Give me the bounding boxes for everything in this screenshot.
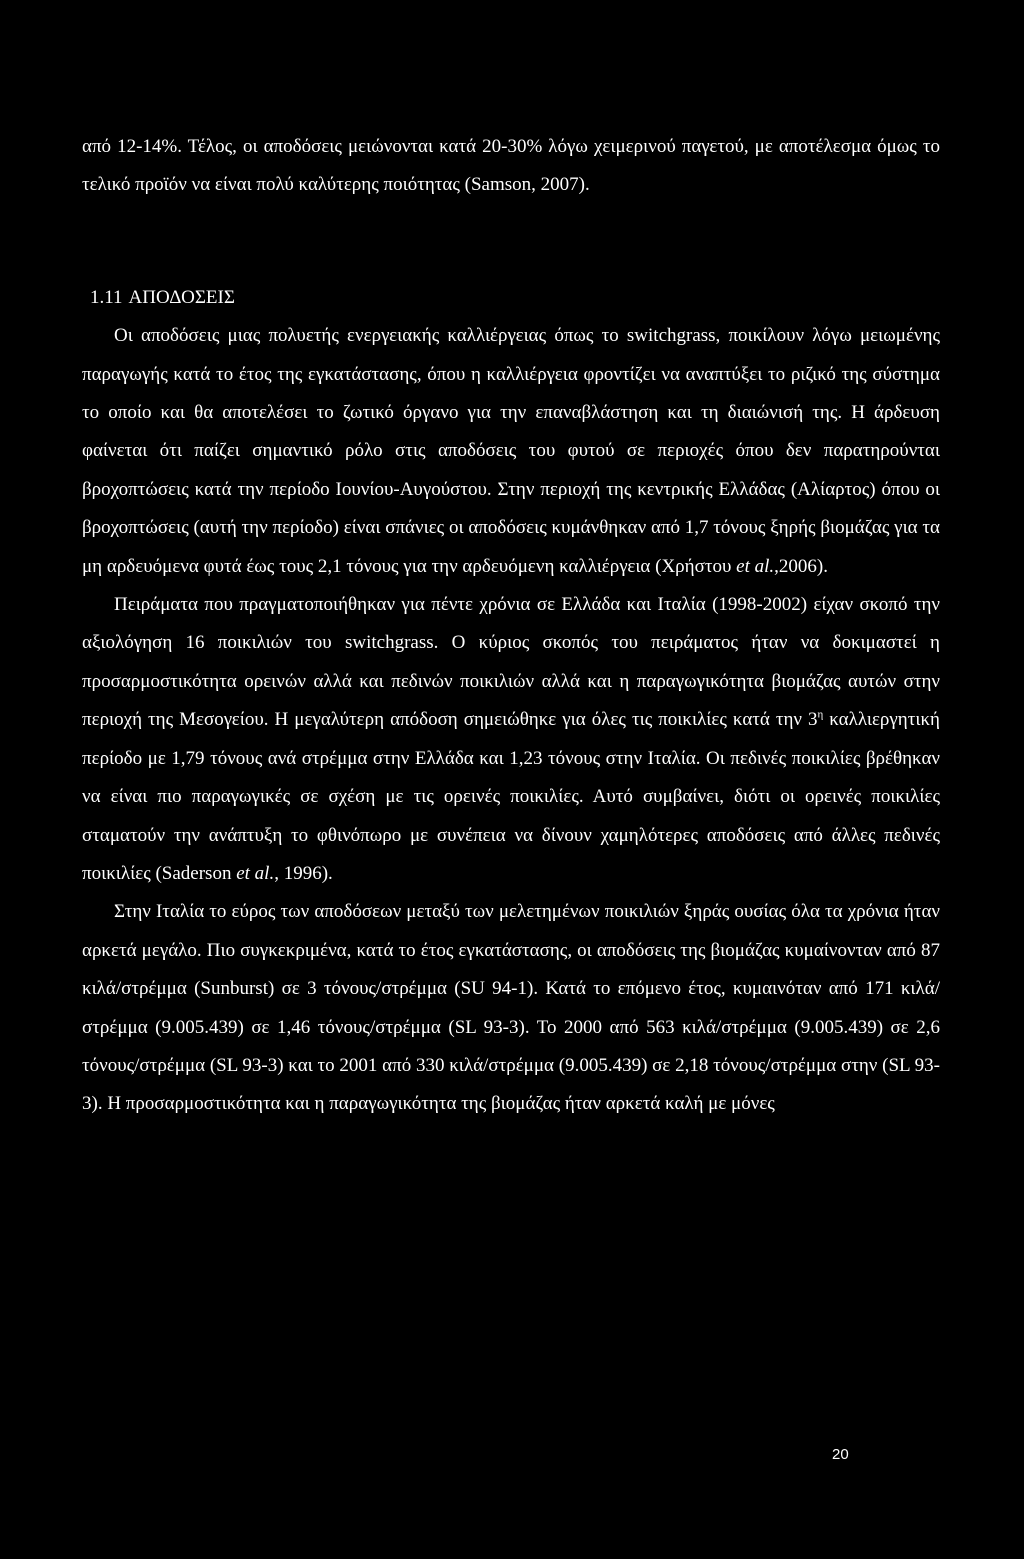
citation-etal: et al. [736, 555, 775, 577]
paragraph-text: Οι αποδόσεις μιας πολυετής ενεργειακής καλλιέργειας όπως το switchgrass, ποικίλουν λόγω μειωμένης παραγωγής κατά το έτος της εγκατάστασης, όπου η καλλιέργεια φροντίζει να αναπτύξει το ριζικό της σύστημα το οποίο και θα αποτελέσει το ζωτικό όργανο για την επαναβλάστηση και τη διαιώνισή της. Η άρδευση φαίνεται ότι παίζει σημαντικό ρόλο στις αποδόσεις του φυτού σε περιοχές όπου δεν παρατηρούνται βροχοπτώσεις κατά την περίοδο Ιουνίου-Αυγούστου. Στην περιοχή της κεντρικής Ελλάδας (Αλίαρτος) όπου οι βροχοπτώσεις (αυτή την περίοδο) είναι σπάνιες οι αποδόσεις κυμάνθηκαν από 1,7 τόνους ξηρής βιομάζας για τα μη αρδευόμενα φυτά έως τους 2,1 τόνους για την αρδευόμενη καλλιέργεια (Χρήστου [82, 325, 940, 577]
document-page [82, 128, 940, 1124]
paragraph-text: Πειράματα που πραγματοποιήθηκαν για πέντε χρόνια σε Ελλάδα και Ιταλία (1998-2002) είχαν σκοπό την αξιολόγηση 16 ποικιλιών του switchgrass. Ο κύριος σκοπός του πειράματος ήταν να δοκιμαστεί η προσαρμοστικότητα ορεινών αλλά και πεδινών ποικιλιών αλλά και η παραγωγικότητα βιομάζας αυτών στην περιοχή της Μεσογείου. Η μεγαλύτερη απόδοση σημειώθηκε για όλες τις ποικιλίες κατά την 3 [82, 594, 940, 731]
section-title: ΑΠΟΔΟΣΕΙΣ [128, 286, 235, 308]
paragraph-italy: Στην Ιταλία το εύρος των αποδόσεων μεταξύ των μελετημένων ποικιλιών ξηράς ουσίας όλα τα χρόνια ήταν αρκετά μεγάλο. Πιο συγκεκριμένα, κατά το έτος εγκατάστασης, οι αποδόσεις της βιομάζας κυμαίνονταν από 87 κιλά/στρέμμα (Sunburst) σε 3 τόνους/στρέμμα (SU 94-1). Κατά το επόμενο έτος, κυμαινόταν από 171 κιλά/στρέμμα (9.005.439) σε 1,46 τόνους/στρέμμα (SL 93-3). Το 2000 από 563 κιλά/στρέμμα (9.005.439) σε 2,6 τόνους/στρέμμα (SL 93-3) και το 2001 από 330 κιλά/στρέμμα (9.005.439) σε 2,18 τόνους/στρέμμα στην (SL 93-3). Η προσαρμοστικότητα και η παραγωγικότητα της βιομάζας ήταν αρκετά καλή με μόνες [82, 901, 941, 1115]
citation-year: , 1996). [274, 862, 333, 884]
paragraph-experiments [82, 586, 940, 893]
paragraph-continued: από 12-14%. Τέλος, οι αποδόσεις μειώνονται κατά 20-30% λόγω χειμερινού παγετού, με αποτέλεσμα όμως το τελικό προϊόν να είναι πολύ καλύτερης ποιότητας (Samson, 2007). [82, 136, 940, 196]
paragraph-yields-intro [82, 317, 940, 586]
citation-etal: et al. [236, 862, 275, 884]
citation-year: ,2006). [774, 555, 828, 577]
paragraph-text: καλλιεργητική περίοδο με 1,79 τόνους ανά στρέμμα στην Ελλάδα και 1,23 τόνους στην Ιταλία. Οι πεδινές ποικιλίες βρέθηκαν να είναι πιο παραγωγικές σε σχέση με τις ορεινές ποικιλίες. Αυτό συμβαίνει, διότι οι ορεινές ποικιλίες σταματούν την ανάπτυξη το φθινόπωρο με συνέπεια να δίνουν χαμηλότερες αποδόσεις από άλλες πεδινές ποικιλίες (Saderson [82, 709, 940, 884]
section-heading [82, 279, 940, 317]
ordinal-superscript: η [817, 708, 824, 721]
section-number: 1.11 [90, 286, 123, 308]
page-number: 20 [832, 1446, 849, 1463]
